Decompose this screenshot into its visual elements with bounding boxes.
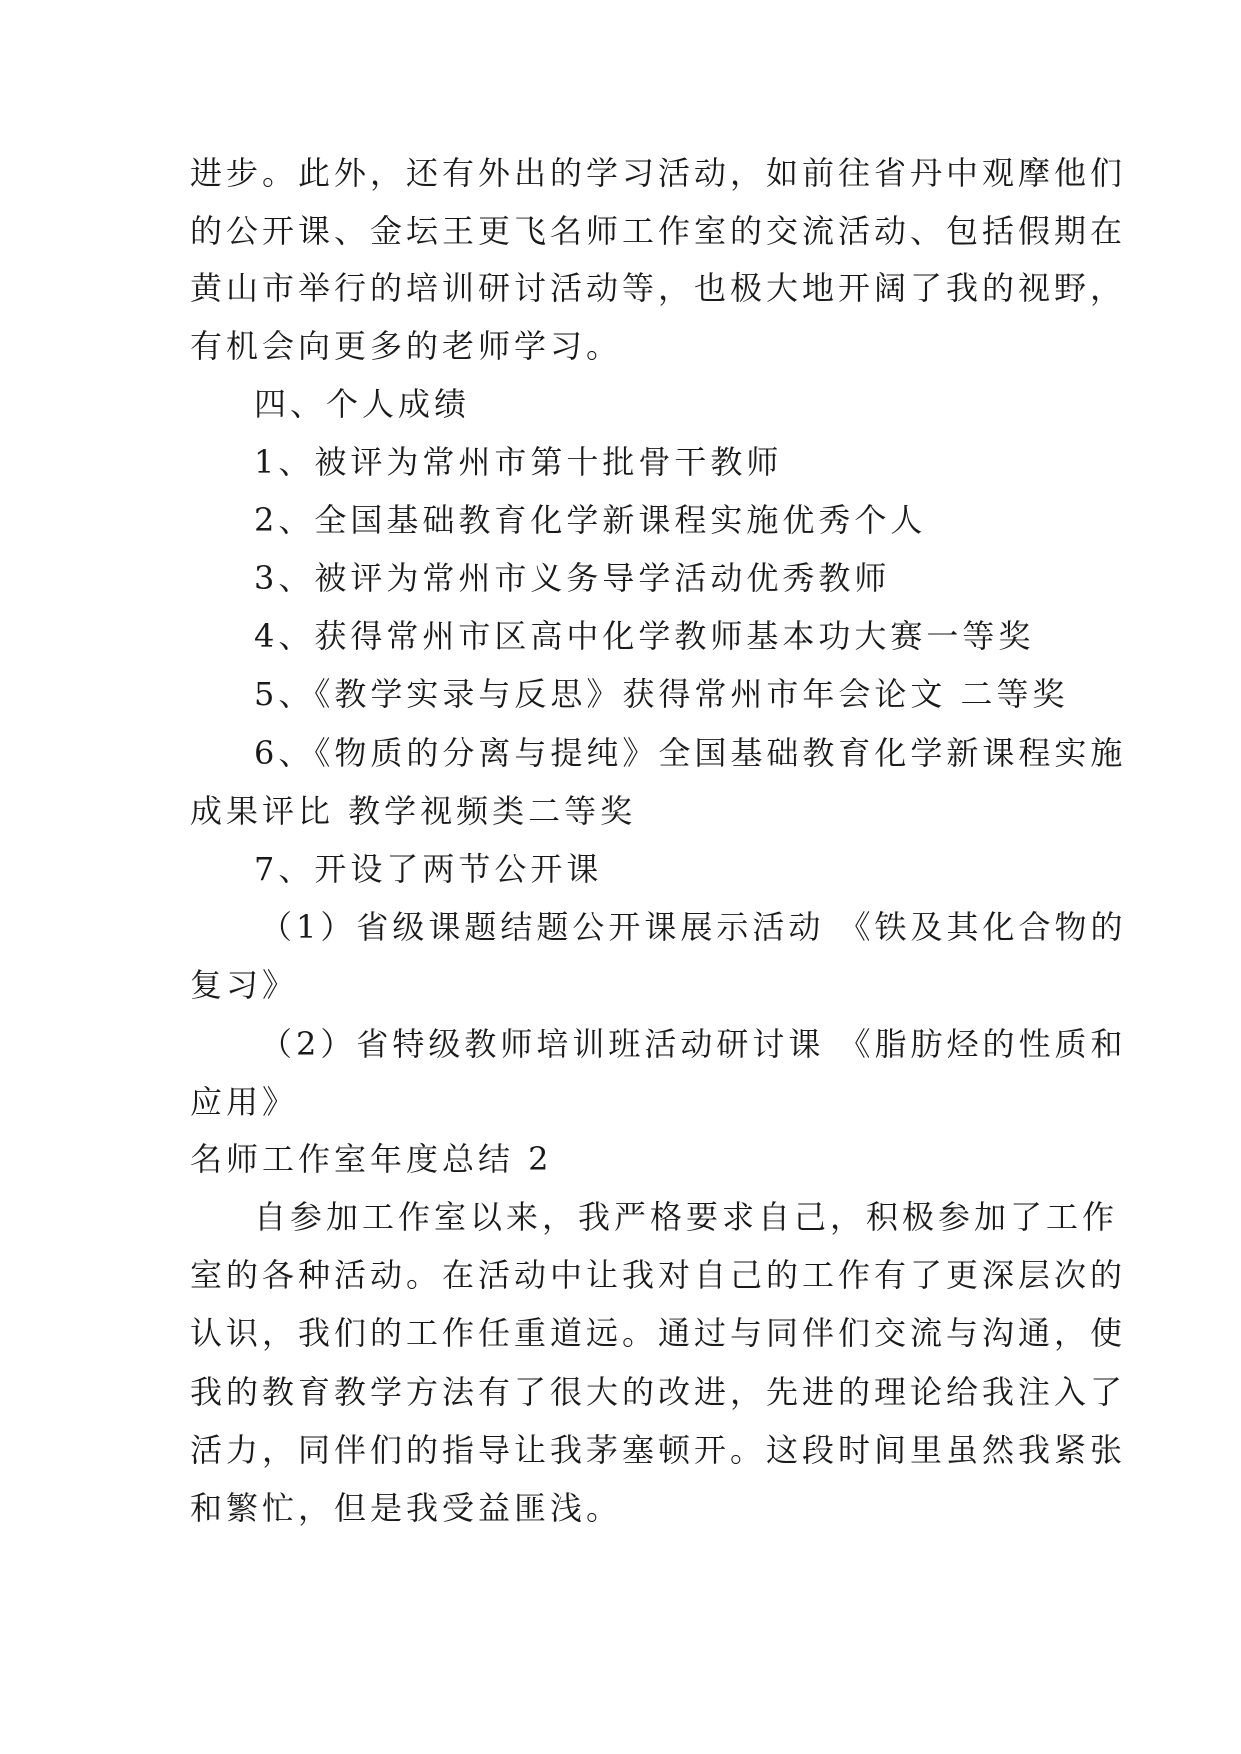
list-item: 7、开设了两节公开课	[254, 850, 603, 888]
text-line: 的公开课、金坛王更飞名师工作室的交流活动、包括假期在	[190, 212, 1127, 250]
text-line: 活力，同伴们的指导让我茅塞顿开。这段时间里虽然我紧张	[190, 1431, 1127, 1469]
sub-list-item: （2）省特级教师培训班活动研讨课 《脂肪烃的性质和	[260, 1025, 1127, 1063]
text-line: 黄山市举行的培训研讨活动等，也极大地开阔了我的视野，	[190, 269, 1127, 307]
text-line: 应用》	[190, 1083, 299, 1121]
list-item: 5、《教学实录与反思》获得常州市年会论文 二等奖	[254, 675, 1069, 713]
text-line: 复习》	[190, 966, 299, 1004]
list-item: 6、《物质的分离与提纯》全国基础教育化学新课程实施	[254, 734, 1127, 772]
section-title: 名师工作室年度总结 2	[190, 1140, 553, 1178]
text-line: 有机会向更多的老师学习。	[190, 327, 623, 365]
text-line: 进步。此外，还有外出的学习活动，如前往省丹中观摩他们	[190, 154, 1127, 192]
text-line: 我的教育教学方法有了很大的改进，先进的理论给我注入了	[190, 1373, 1127, 1411]
list-item: 1、被评为常州市第十批骨干教师	[254, 443, 783, 481]
text-line: 和繁忙，但是我受益匪浅。	[190, 1489, 623, 1527]
sub-list-item: （1）省级课题结题公开课展示活动 《铁及其化合物的	[260, 908, 1127, 946]
text-line: 认识，我们的工作任重道远。通过与同伴们交流与沟通，使	[190, 1314, 1127, 1352]
list-item: 4、获得常州市区高中化学教师基本功大赛一等奖	[254, 617, 1035, 655]
paragraph-start: 自参加工作室以来，我严格要求自己，积极参加了工作	[254, 1198, 1119, 1236]
list-item: 2、全国基础教育化学新课程实施优秀个人	[254, 501, 927, 539]
text-line: 室的各种活动。在活动中让我对自己的工作有了更深层次的	[190, 1256, 1127, 1294]
section-heading: 四、个人成绩	[254, 385, 471, 423]
list-item: 3、被评为常州市义务导学活动优秀教师	[254, 559, 891, 597]
text-line: 成果评比 教学视频类二等奖	[190, 792, 637, 830]
